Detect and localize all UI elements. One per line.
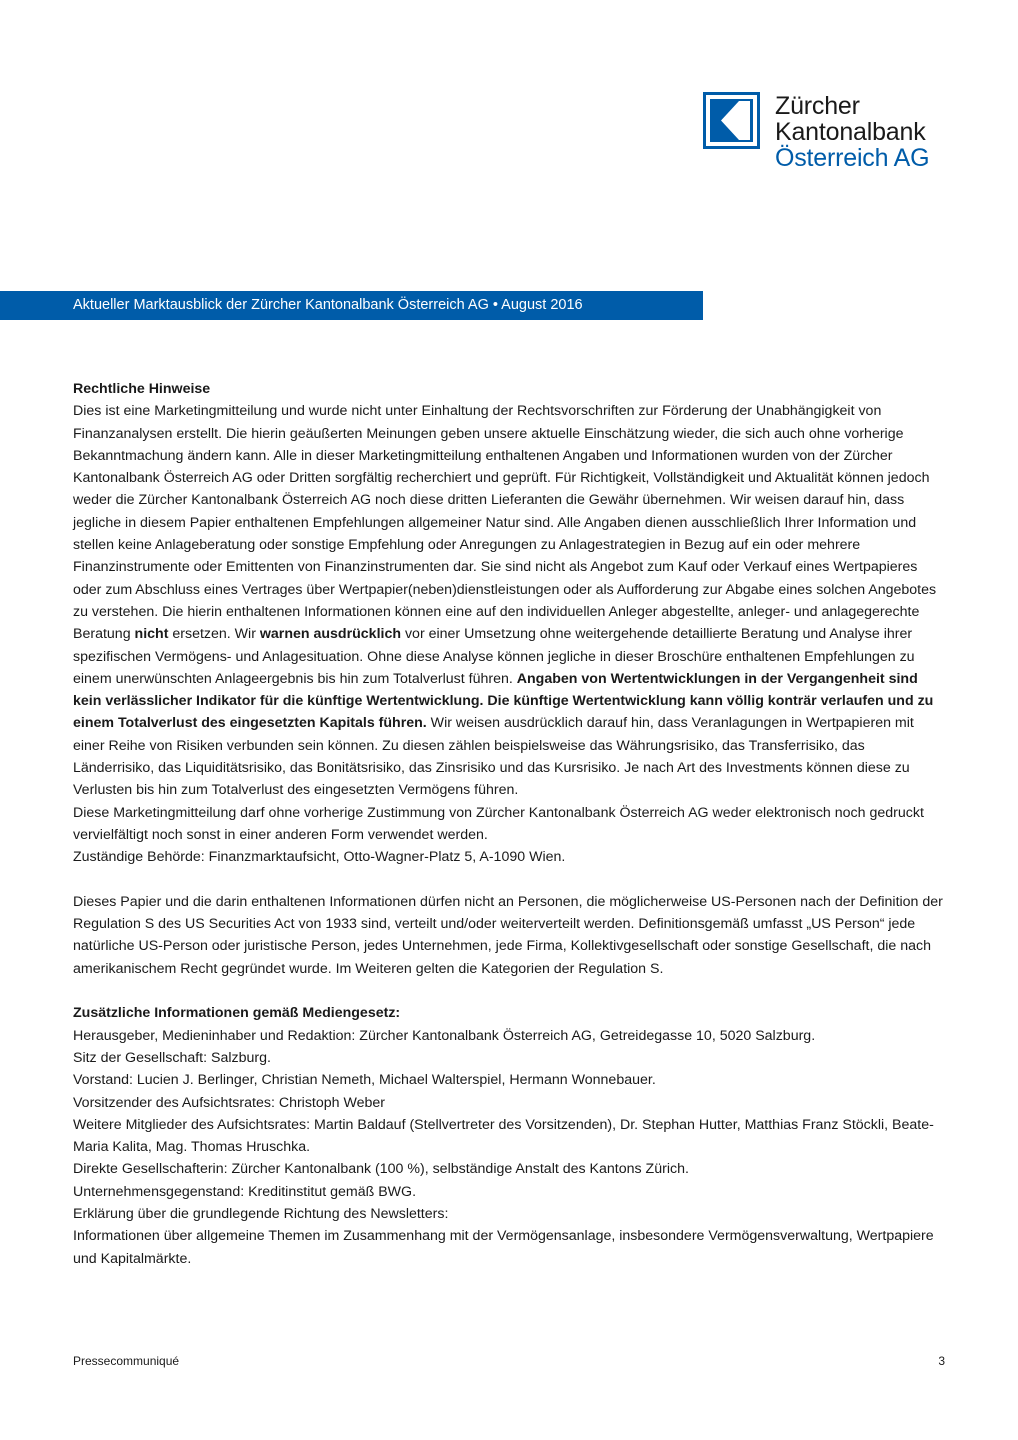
legal-emphasis-performance: Angaben von Wertentwicklungen in der Vergangenheit sind kein verlässlicher Indikator für die künftige Wertentwicklung. Die künftige Wertentwicklung kann völlig konträr verlaufen und zu einem Totalverlust des eingesetzten Kapitals führen. bbox=[73, 670, 934, 732]
logo-line-1: Zürcher bbox=[775, 92, 860, 120]
media-line: Herausgeber, Medieninhaber und Redaktion: Zürcher Kantonalbank Österreich AG, Getreidegasse 10, 5020 Salzburg. bbox=[73, 1027, 816, 1044]
legal-emphasis-warnen: warnen ausdrücklich bbox=[259, 626, 402, 643]
media-heading: Zusätzliche Informationen gemäß Mediengesetz: bbox=[73, 1005, 401, 1022]
legal-paragraph-authority: Zuständige Behörde: Finanzmarktaufsicht, Otto-Wagner-Platz 5, A-1090 Wien. bbox=[73, 849, 566, 866]
logo-line-3: Österreich AG bbox=[775, 144, 930, 172]
legal-paragraph-copy: Diese Marketingmitteilung darf ohne vorherige Zustimmung von Zürcher Kantonalbank Österreich AG weder elektronisch noch gedruckt vervielfältigt noch sonst in einer anderen Form verwendet werden. bbox=[73, 804, 924, 843]
media-line: Weitere Mitglieder des Aufsichtsrates: Martin Baldauf (Stellvertreter des Vorsitzenden), Dr. Stephan Hutter, Matthias Franz Stöckli, Beate-Maria Kalita, Mag. Thomas Hruschka. bbox=[73, 1116, 934, 1156]
legal-paragraph-us: Dieses Papier und die darin enthaltenen Informationen dürfen nicht an Personen, die möglicherweise US-Personen nach der Definition der Regulation S des US Securities Act von 1933 sind, verteilt und/oder weiterverteilt werden. Definitionsgemäß umfasst „US Person“ jede natürliche US-Person oder juristische Person, jedes Unternehmen, jede Firma, Kollektivgesellschaft oder sonstige Gesellschaft, die nach amerikanischem Recht gegründet wurde. Im Weiteren gelten die Kategorien der Regulation S. bbox=[73, 893, 943, 977]
legal-paragraph-main bbox=[73, 400, 948, 801]
header-banner: Aktueller Marktausblick der Zürcher Kantonalbank Österreich AG • August 2016 bbox=[0, 291, 703, 320]
media-line: Informationen über allgemeine Themen im Zusammenhang mit der Vermögensanlage, insbesondere Vermögensverwaltung, Wertpapiere und Kapitalmärkte. bbox=[73, 1228, 934, 1267]
document-body bbox=[73, 378, 948, 1270]
logo-wordmark bbox=[775, 93, 929, 171]
media-line: Vorstand: Lucien J. Berlinger, Christian Nemeth, Michael Walterspiel, Hermann Wonnebauer. bbox=[73, 1072, 656, 1089]
media-line: Direkte Gesellschafterin: Zürcher Kantonalbank (100 %), selbständige Anstalt des Kantons Zürich. bbox=[73, 1161, 689, 1178]
footer-label: Pressecommuniqué bbox=[73, 1354, 180, 1368]
legal-emphasis-nicht: nicht bbox=[134, 626, 169, 643]
media-line: Vorsitzender des Aufsichtsrates: Christoph Weber bbox=[73, 1094, 386, 1111]
legal-text-part: Dies ist eine Marketingmitteilung und wurde nicht unter Einhaltung der Rechtsvorschriften zur Förderung der Unabhängigkeit von Finanzanalysen erstellt. Die hierin geäußerten Meinungen geben unsere aktuelle Einschätzung wieder, die sich auch ohne vorherige Bekanntmachung ändern kann. Alle in dieser Marketingmitteilung enthaltenen Angaben und Informationen wurden von der Zürcher Kantonalbank Österreich AG oder Dritten sorgfältig recherchiert und geprüft. Für Richtigkeit, Vollständigkeit und Aktualität können jedoch weder die Zürcher Kantonalbank Österreich AG noch diese dritten Lieferanten die Gewähr übernehmen. Wir weisen darauf hin, dass jegliche in diesem Papier enthaltenen Empfehlungen allgemeiner Natur sind. Alle Angaben dienen ausschließlich Ihrer Information und stellen keine Anlageberatung oder sonstige Empfehlung oder Anregungen zu Anlagestrategien in Bezug auf ein oder mehrere Finanzinstrumente oder Emittenten von Finanzinstrumenten dar. Sie sind nicht als Angebot zum Kauf oder Verkauf eines Wertpapieres oder zum Abschluss eines Vertrages über Wertpapier(neben)dienstleistungen oder als Aufforderung zur Abgabe eines solchen Angebotes zu verstehen. Die hierin enthaltenen Informationen können eine auf den individuellen Anleger abgestellte, anleger- und anlagegerechte Beratung bbox=[73, 403, 937, 643]
media-line: Erklärung über die grundlegende Richtung des Newsletters: bbox=[73, 1205, 449, 1222]
legal-heading: Rechtliche Hinweise bbox=[73, 381, 211, 397]
media-line: Sitz der Gesellschaft: Salzburg. bbox=[73, 1049, 271, 1066]
spacer bbox=[73, 869, 948, 891]
legal-text-part: ersetzen. Wir bbox=[168, 626, 260, 643]
legal-text-part: vor einer Umsetzung ohne weitergehende detaillierte Beratung und Analyse ihrer spezifischen Vermögens- und Anlagesituation. Ohne diese Analyse können jegliche in dieser Broschüre enthaltenen Empfehlungen zu einem unerwünschten Anlageergebnis bis hin zum Totalverlust führen. bbox=[73, 626, 915, 687]
logo bbox=[703, 92, 963, 176]
legal-text-part: Wir weisen ausdrücklich darauf hin, dass Veranlagungen in Wertpapieren mit einer Reihe von Risiken verbunden sein können. Zu diesen zählen beispielsweise das Währungsrisiko, das Transferrisiko, das Länderrisiko, das Liquiditätsrisiko, das Bonitätsrisiko, das Zinsrisiko und das Kursrisiko. Je nach Art des Investments können diese zu Verlusten bis hin zum Totalverlust des eingesetzten Vermögens führen. bbox=[73, 715, 914, 799]
spacer bbox=[73, 980, 948, 1002]
media-line: Unternehmensgegenstand: Kreditinstitut gemäß BWG. bbox=[73, 1183, 417, 1200]
logo-line-2: Kantonalbank bbox=[775, 118, 926, 146]
page-number: 3 bbox=[938, 1354, 945, 1368]
zkb-logo-icon bbox=[703, 92, 760, 149]
